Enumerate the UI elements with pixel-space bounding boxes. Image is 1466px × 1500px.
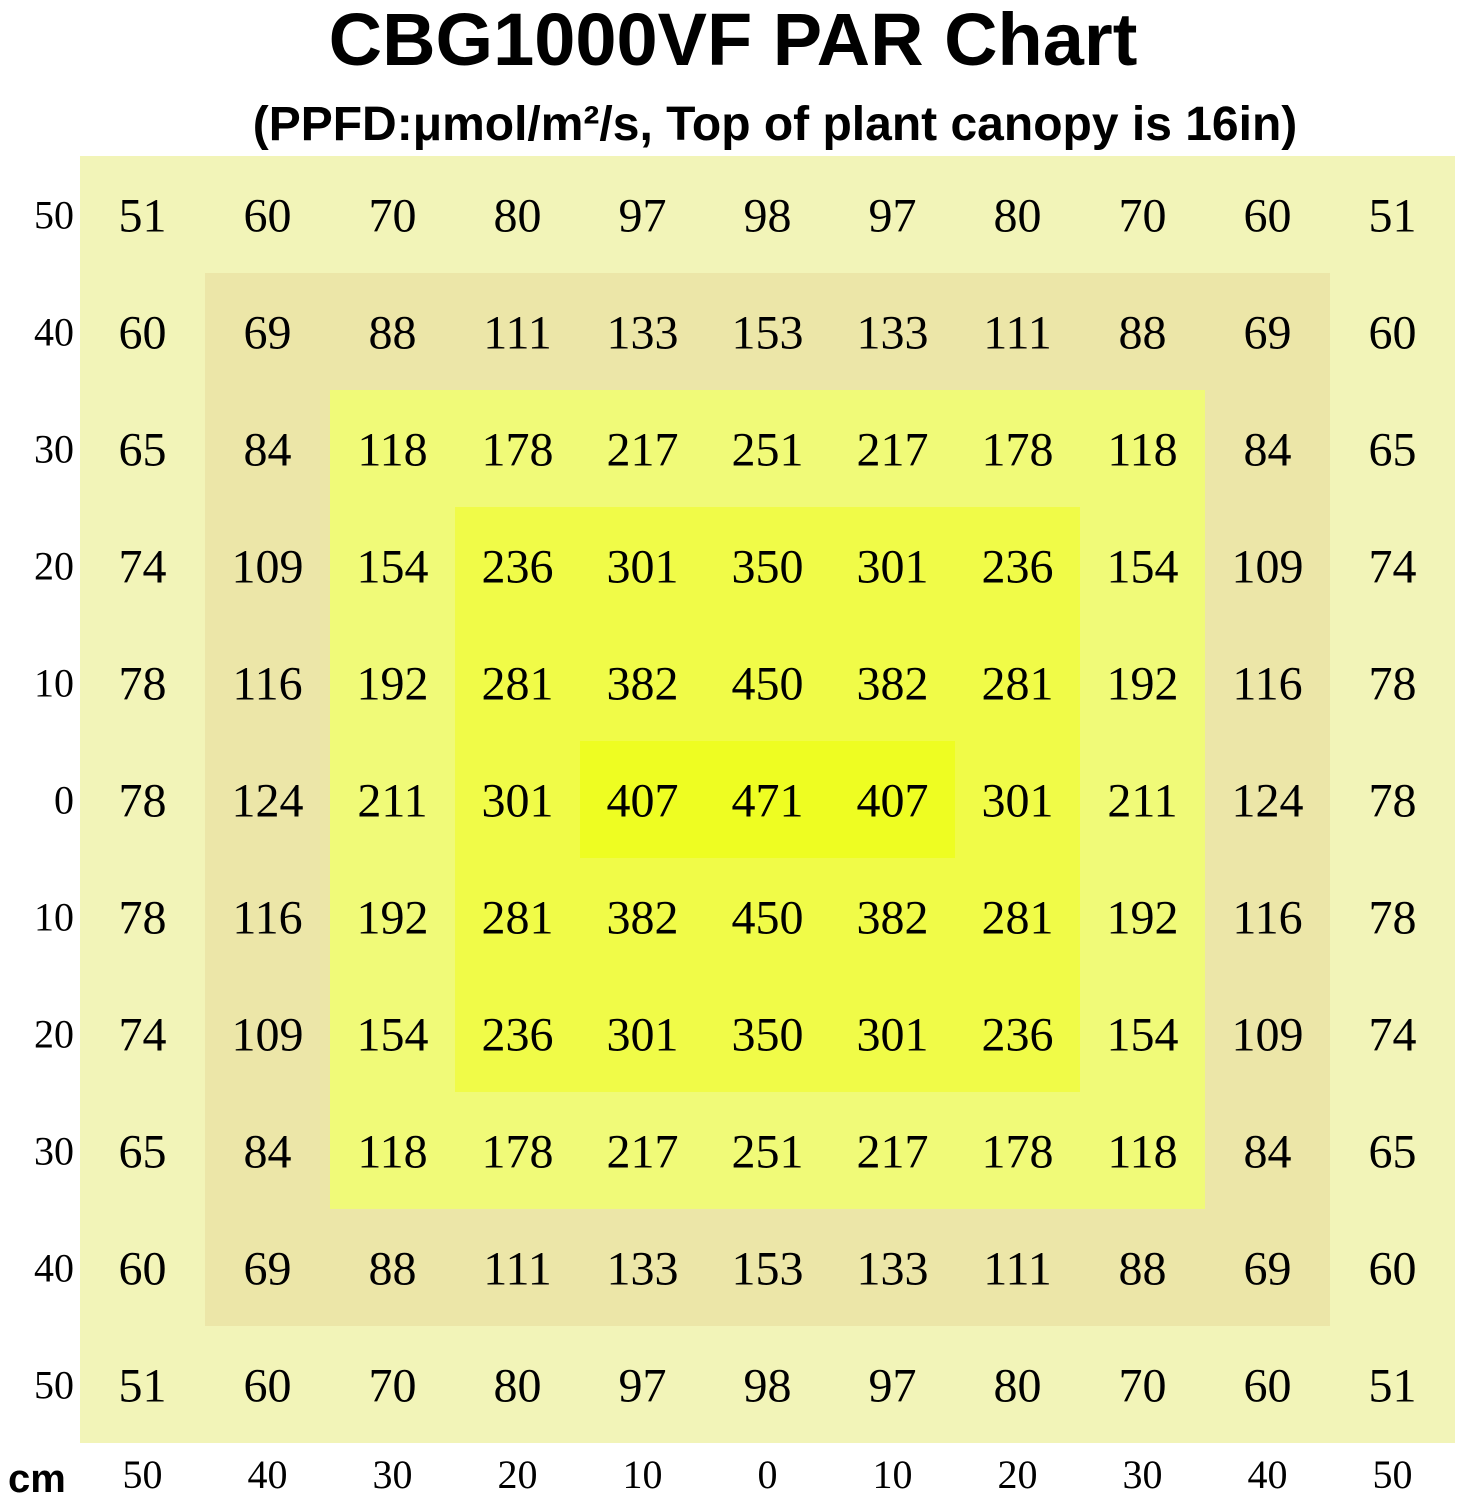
cell-value: 84	[1243, 1125, 1292, 1179]
cell-value: 98	[743, 1359, 792, 1413]
y-tick-label: 40	[34, 1245, 74, 1291]
y-axis-labels	[34, 193, 74, 1408]
cell-value: 60	[243, 1359, 292, 1413]
cell-value: 192	[1106, 657, 1179, 711]
cell-value: 97	[618, 1359, 667, 1413]
y-tick-label: 20	[34, 1011, 74, 1057]
x-axis-labels	[123, 1452, 1413, 1497]
cell-value: 60	[118, 306, 167, 360]
cell-value: 74	[118, 540, 167, 594]
cell-value: 407	[856, 774, 929, 828]
x-tick-label: 20	[997, 1452, 1038, 1497]
cell-value: 118	[1107, 1125, 1178, 1179]
y-tick-label: 10	[34, 894, 74, 940]
cell-value: 236	[981, 1008, 1054, 1062]
cell-value: 133	[606, 1242, 679, 1296]
chart-title: CBG1000VF PAR Chart	[328, 0, 1138, 81]
cell-value: 109	[231, 540, 304, 594]
cell-value: 60	[243, 189, 292, 243]
cell-value: 69	[1243, 306, 1292, 360]
cell-value: 236	[481, 540, 554, 594]
cell-value: 111	[483, 306, 552, 360]
cell-value: 88	[1118, 1242, 1167, 1296]
cell-value: 98	[743, 189, 792, 243]
unit-label: cm	[8, 1457, 66, 1500]
cell-value: 84	[243, 1125, 292, 1179]
cell-value: 80	[993, 1359, 1042, 1413]
x-tick-label: 40	[247, 1452, 288, 1497]
cell-value: 80	[493, 1359, 542, 1413]
cell-value: 407	[606, 774, 679, 828]
cell-value: 154	[356, 540, 429, 594]
cell-value: 217	[606, 1125, 679, 1179]
cell-value: 192	[1106, 891, 1179, 945]
cell-value: 84	[1243, 423, 1292, 477]
cell-value: 154	[1106, 1008, 1179, 1062]
cell-value: 65	[1368, 1125, 1417, 1179]
cell-value: 251	[731, 1125, 804, 1179]
cell-value: 74	[1368, 540, 1417, 594]
x-tick-label: 50	[1372, 1452, 1413, 1497]
cell-value: 118	[357, 423, 428, 477]
x-tick-label: 30	[372, 1452, 413, 1497]
cell-value: 217	[856, 1125, 929, 1179]
cell-value: 78	[1368, 774, 1417, 828]
cell-value: 133	[856, 1242, 929, 1296]
cell-value: 281	[481, 657, 554, 711]
cell-value: 70	[368, 189, 417, 243]
cell-value: 69	[1243, 1242, 1292, 1296]
cell-value: 74	[1368, 1008, 1417, 1062]
cell-value: 88	[1118, 306, 1167, 360]
y-tick-label: 20	[34, 543, 74, 589]
cell-value: 116	[1232, 657, 1303, 711]
x-tick-label: 10	[872, 1452, 913, 1497]
cell-value: 217	[606, 423, 679, 477]
cell-value: 60	[1243, 1359, 1292, 1413]
x-tick-label: 30	[1122, 1452, 1163, 1497]
cell-value: 70	[368, 1359, 417, 1413]
cell-value: 281	[981, 891, 1054, 945]
cell-value: 178	[481, 1125, 554, 1179]
cell-value: 382	[606, 657, 679, 711]
cell-value: 301	[481, 774, 554, 828]
cell-value: 97	[868, 1359, 917, 1413]
cell-value: 153	[731, 306, 804, 360]
cell-value: 178	[981, 1125, 1054, 1179]
cell-value: 124	[231, 774, 304, 828]
cell-value: 118	[357, 1125, 428, 1179]
cell-value: 78	[1368, 891, 1417, 945]
cell-value: 116	[1232, 891, 1303, 945]
y-tick-label: 30	[34, 426, 74, 472]
y-tick-label: 30	[34, 1128, 74, 1174]
cell-value: 51	[118, 189, 167, 243]
cell-value: 109	[1231, 540, 1304, 594]
cell-value: 51	[1368, 1359, 1417, 1413]
x-tick-label: 50	[122, 1452, 163, 1497]
cell-value: 133	[606, 306, 679, 360]
cell-value: 382	[606, 891, 679, 945]
cell-value: 350	[731, 1008, 804, 1062]
cell-value: 88	[368, 1242, 417, 1296]
cell-value: 69	[243, 1242, 292, 1296]
cell-value: 116	[232, 891, 303, 945]
cell-value: 88	[368, 306, 417, 360]
cell-value: 301	[856, 1008, 929, 1062]
cell-value: 70	[1118, 1359, 1167, 1413]
cell-value: 109	[231, 1008, 304, 1062]
cell-value: 111	[483, 1242, 552, 1296]
y-tick-label: 50	[34, 1362, 74, 1408]
cell-value: 60	[1368, 1242, 1417, 1296]
cell-value: 111	[983, 1242, 1052, 1296]
cell-value: 84	[243, 423, 292, 477]
x-tick-label: 20	[497, 1452, 538, 1497]
cell-value: 118	[1107, 423, 1178, 477]
cell-value: 78	[118, 891, 167, 945]
cell-value: 133	[856, 306, 929, 360]
cell-value: 60	[118, 1242, 167, 1296]
cell-value: 60	[1243, 189, 1292, 243]
cell-value: 178	[481, 423, 554, 477]
cell-value: 153	[731, 1242, 804, 1296]
cell-value: 116	[232, 657, 303, 711]
x-tick-label: 10	[622, 1452, 663, 1497]
cell-value: 178	[981, 423, 1054, 477]
x-tick-label: 40	[1247, 1452, 1288, 1497]
cell-value: 97	[618, 189, 667, 243]
cell-value: 78	[1368, 657, 1417, 711]
cell-value: 192	[356, 657, 429, 711]
cell-value: 65	[118, 1125, 167, 1179]
cell-value: 382	[856, 657, 929, 711]
cell-value: 124	[1231, 774, 1304, 828]
y-tick-label: 40	[34, 309, 74, 355]
cell-value: 211	[1107, 774, 1178, 828]
y-tick-label: 10	[34, 660, 74, 706]
cell-value: 154	[356, 1008, 429, 1062]
cell-value: 80	[493, 189, 542, 243]
cell-value: 80	[993, 189, 1042, 243]
cell-value: 281	[481, 891, 554, 945]
cell-value: 111	[983, 306, 1052, 360]
cell-value: 69	[243, 306, 292, 360]
cell-value: 350	[731, 540, 804, 594]
cell-value: 211	[357, 774, 428, 828]
cell-value: 78	[118, 657, 167, 711]
cell-value: 281	[981, 657, 1054, 711]
cell-value: 251	[731, 423, 804, 477]
cell-value: 65	[118, 423, 167, 477]
cell-value: 60	[1368, 306, 1417, 360]
cell-value: 154	[1106, 540, 1179, 594]
cell-value: 236	[981, 540, 1054, 594]
cell-value: 78	[118, 774, 167, 828]
cell-value: 70	[1118, 189, 1167, 243]
cell-value: 51	[118, 1359, 167, 1413]
cell-value: 74	[118, 1008, 167, 1062]
cell-value: 301	[981, 774, 1054, 828]
cell-value: 450	[731, 657, 804, 711]
cell-value: 109	[1231, 1008, 1304, 1062]
cell-value: 382	[856, 891, 929, 945]
cell-value: 301	[606, 540, 679, 594]
y-tick-label: 0	[54, 777, 74, 823]
cell-value: 51	[1368, 189, 1417, 243]
cell-value: 65	[1368, 423, 1417, 477]
cell-value: 192	[356, 891, 429, 945]
cell-value: 236	[481, 1008, 554, 1062]
cell-value: 450	[731, 891, 804, 945]
cell-value: 301	[856, 540, 929, 594]
x-tick-label: 0	[757, 1452, 778, 1497]
cell-value: 301	[606, 1008, 679, 1062]
cell-value: 97	[868, 189, 917, 243]
chart-subtitle: (PPFD:μmol/m²/s, Top of plant canopy is 16in)	[252, 98, 1298, 151]
cell-value: 471	[731, 774, 804, 828]
y-tick-label: 50	[34, 192, 74, 238]
cell-value: 217	[856, 423, 929, 477]
